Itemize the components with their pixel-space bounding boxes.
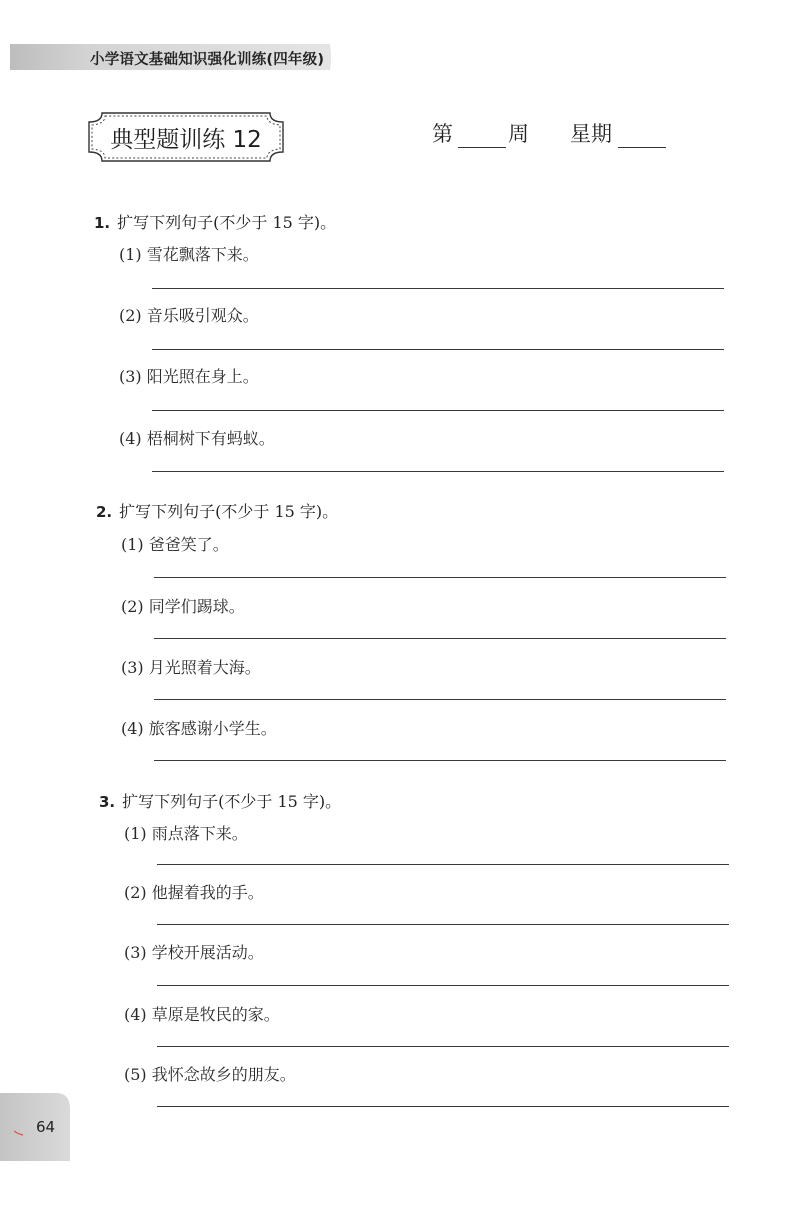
answer-line[interactable] <box>157 1106 729 1107</box>
weekday-label: 星期 <box>570 122 612 146</box>
week-label: 周 <box>508 122 529 146</box>
question-2-item-1: (1) 爸爸笑了。 <box>121 535 229 554</box>
question-3-item-5: (5) 我怀念故乡的朋友。 <box>124 1065 296 1084</box>
question-number: 1. <box>94 214 111 232</box>
question-2-item-3: (3) 月光照着大海。 <box>121 658 261 677</box>
question-3-item-4: (4) 草原是牧民的家。 <box>124 1005 280 1024</box>
question-prompt: 扩写下列句子(不少于 15 字)。 <box>117 213 337 232</box>
question-number: 2. <box>96 503 113 521</box>
book-title: 小学语文基础知识强化训练(四年级) <box>90 52 325 68</box>
question-3-item-3: (3) 学校开展活动。 <box>124 943 264 962</box>
weekday-blank[interactable] <box>618 147 666 148</box>
red-tick-mark-icon <box>14 1130 24 1136</box>
exercise-title: 典型题训练 12 <box>110 126 262 153</box>
question-number: 3. <box>99 793 116 811</box>
question-1-item-3: (3) 阳光照在身上。 <box>119 367 259 386</box>
question-3-item-1: (1) 雨点落下来。 <box>124 824 248 843</box>
answer-line[interactable] <box>154 760 726 761</box>
answer-line[interactable] <box>152 288 724 289</box>
answer-line[interactable] <box>154 699 726 700</box>
question-1-item-4: (4) 梧桐树下有蚂蚁。 <box>119 429 275 448</box>
question-prompt: 扩写下列句子(不少于 15 字)。 <box>119 502 339 521</box>
question-3-heading <box>99 789 341 812</box>
question-prompt: 扩写下列句子(不少于 15 字)。 <box>122 792 342 811</box>
question-2-heading <box>96 499 338 522</box>
week-prefix-label: 第 <box>432 122 453 146</box>
question-2-item-2: (2) 同学们踢球。 <box>121 597 245 616</box>
page-number: 64 <box>36 1118 56 1136</box>
week-number-blank[interactable] <box>458 147 506 148</box>
answer-line[interactable] <box>154 577 726 578</box>
question-2-item-4: (4) 旅客感谢小学生。 <box>121 719 277 738</box>
answer-line[interactable] <box>152 410 724 411</box>
answer-line[interactable] <box>157 985 729 986</box>
answer-line[interactable] <box>157 924 729 925</box>
question-1-item-1: (1) 雪花飘落下来。 <box>119 245 259 264</box>
question-1-heading <box>94 210 336 233</box>
answer-line[interactable] <box>152 349 724 350</box>
answer-line[interactable] <box>157 1046 729 1047</box>
question-3-item-2: (2) 他握着我的手。 <box>124 883 264 902</box>
answer-line[interactable] <box>157 864 729 865</box>
answer-line[interactable] <box>154 638 726 639</box>
answer-line[interactable] <box>152 471 724 472</box>
week-day-fill-in <box>432 118 682 150</box>
question-1-item-2: (2) 音乐吸引观众。 <box>119 306 259 325</box>
exercise-title-box <box>88 112 284 162</box>
